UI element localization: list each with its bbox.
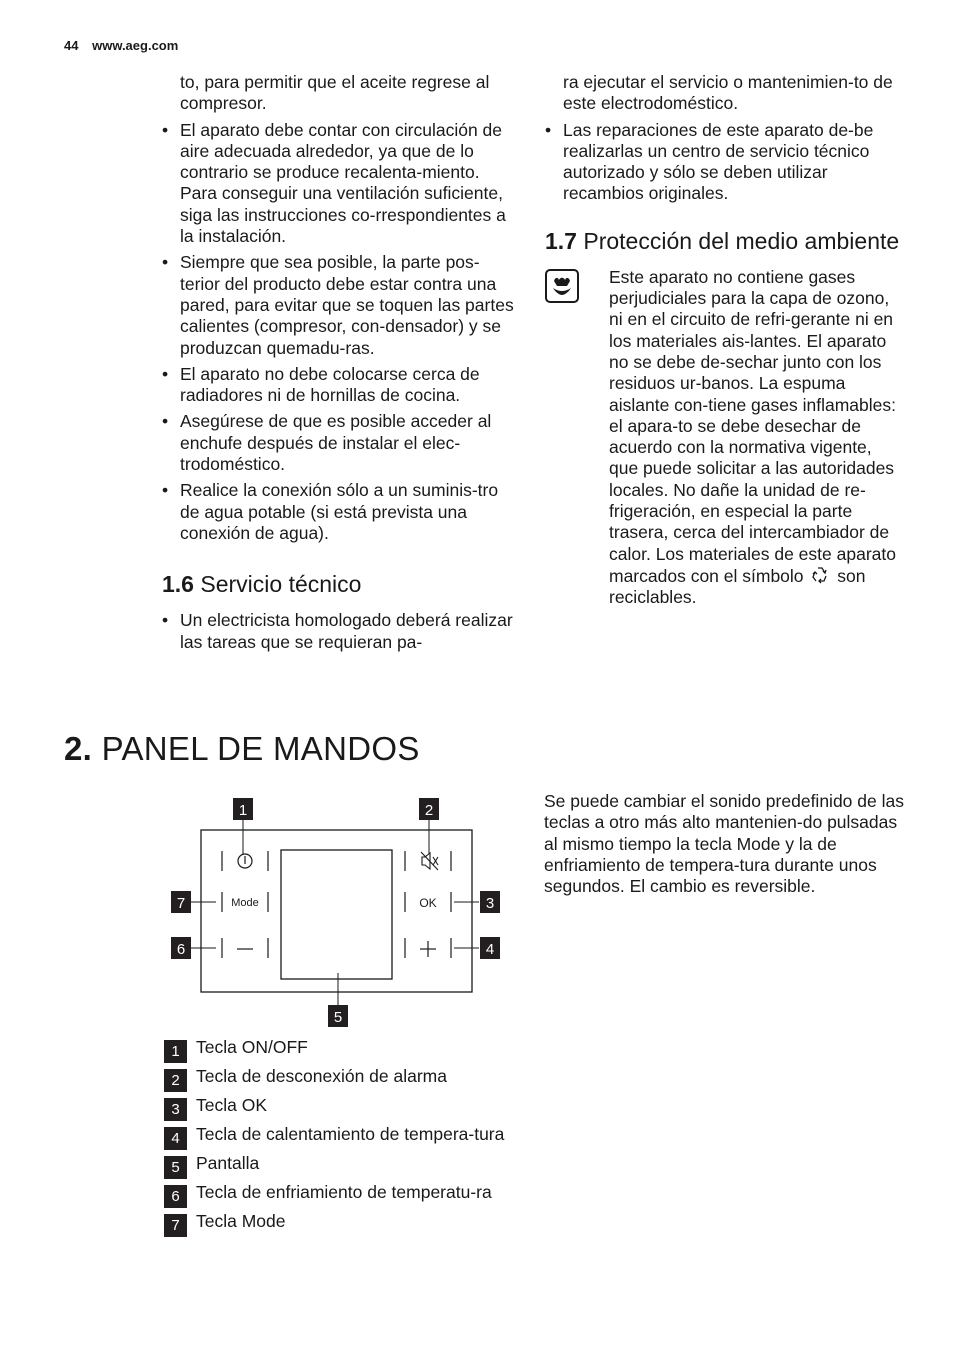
legend-label: Tecla de enfriamiento de temperatu-ra [196, 1182, 492, 1202]
legend-label: Tecla Mode [196, 1211, 286, 1231]
alarm-off-icon [421, 852, 438, 870]
display-outline [281, 850, 392, 979]
right-column [545, 72, 900, 609]
sound-note: Se puede cambiar el sonido predefinido de las teclas a otro más alto mantenien-do pulsadas al mismo tiempo la tecla Mode y la de enfriamiento de tempera-tura durante unos segundos. El cambio es reversible. [544, 791, 904, 897]
legend-item [164, 1095, 524, 1116]
legend-number: 7 [164, 1214, 187, 1237]
list-item: • Siempre que sea posible, la parte pos-terior del producto debe estar contra una pared, para evitar que se toquen las partes calientes (compresor, con-densador) y se produzcan quemadu-ras. [162, 252, 514, 358]
svg-text:5: 5 [333, 1009, 343, 1026]
environment-block [545, 267, 900, 609]
section-title: Servicio técnico [200, 571, 362, 598]
legend-item [164, 1124, 524, 1145]
ok-key-label: OK [419, 896, 437, 910]
legend-item [164, 1153, 524, 1174]
legend-label: Pantalla [196, 1153, 260, 1173]
bullet-list [162, 610, 514, 653]
bullet-list [545, 120, 900, 205]
callout-4 [480, 937, 500, 959]
svg-text:6: 6 [176, 941, 186, 958]
list-item: • Un electricista homologado deberá realizar las tareas que se requieran pa- [162, 610, 514, 653]
website-url: www.aeg.com [92, 38, 179, 53]
list-item: • El aparato debe contar con circulación de aire adecuada alrededor, ya que de lo contrario se produce recalenta-miento. Para conseguir una ventilación suficiente, siga las instrucciones co-rrespondientes a la instalación. [162, 120, 514, 248]
chapter-name: PANEL DE MANDOS [101, 730, 420, 767]
callout-5 [328, 1005, 348, 1027]
continuation-text: to, para permitir que el aceite regrese al compresor. [180, 72, 490, 114]
legend-item [164, 1182, 524, 1203]
callout-1 [233, 798, 253, 820]
callout-7 [171, 891, 191, 913]
chapter-number: 2. [64, 730, 93, 767]
continuation-text: ra ejecutar el servicio o mantenimien-to de este electrodoméstico. [563, 72, 893, 114]
plus-icon [420, 941, 436, 957]
list-item: • El aparato no debe colocarse cerca de radiadores ni de hornillas de cocina. [162, 364, 514, 407]
svg-text:4: 4 [485, 941, 495, 958]
legend-number: 4 [164, 1127, 187, 1150]
section-number: 1.7 [545, 227, 577, 254]
callout-2 [419, 798, 439, 820]
list-item: • Asegúrese de que es posible acceder al enchufe después de instalar el elec-trodoméstico. [162, 411, 514, 475]
mode-key-label: Mode [231, 897, 259, 909]
environment-text-end: son reciclables. [609, 565, 866, 608]
legend-number: 6 [164, 1185, 187, 1208]
environment-text: Este aparato no contiene gases perjudiciales para la capa de ozono, ni en el circuito de refri-gerante ni en los materiales ais-lantes. El aparato no se debe de-sechar junto con los residuos ur-banos. La espuma aislante con-tiene gases inflamables: el apara-to se debe desechar de acuerdo con la normativa vigente, que puede solicitar a las autoridades locales. No dañe la unidad de re-frigeración, en especial la parte trasera, cerca del intercambiador de calor. Los materiales de este aparato marcados con el símbolo [609, 266, 896, 586]
legend-item [164, 1037, 524, 1058]
legend-label: Tecla ON/OFF [196, 1037, 308, 1057]
section-title: Protección del medio ambiente [583, 227, 900, 254]
section-heading-1-7 [545, 227, 900, 255]
legend-number: 2 [164, 1069, 187, 1092]
section-heading-1-6 [162, 570, 514, 598]
legend-label: Tecla de calentamiento de tempera-tura [196, 1124, 505, 1144]
power-icon [238, 854, 252, 868]
list-item: • Las reparaciones de este aparato de-be realizarlas un centro de servicio técnico autorizado y sólo se deben utilizar recambios originales. [545, 120, 900, 205]
environment-text-block [609, 267, 900, 609]
environment-icon [545, 269, 579, 303]
legend-number: 1 [164, 1040, 187, 1063]
svg-text:1: 1 [238, 802, 248, 819]
svg-text:2: 2 [424, 802, 434, 819]
svg-text:3: 3 [485, 895, 495, 912]
legend-number: 5 [164, 1156, 187, 1179]
legend-item [164, 1211, 524, 1232]
bullet-list [162, 120, 514, 545]
svg-text:7: 7 [176, 895, 186, 912]
page-number: 44 [64, 38, 79, 53]
chapter-title [64, 730, 420, 768]
diagram-legend [164, 1037, 524, 1240]
legend-item [164, 1066, 524, 1087]
list-item: • Realice la conexión sólo a un suminis-tro de agua potable (si está prevista una conexión de agua). [162, 480, 514, 544]
control-panel-diagram [160, 790, 530, 1030]
callout-6 [171, 937, 191, 959]
page-header [64, 38, 188, 53]
legend-label: Tecla OK [196, 1095, 267, 1115]
callout-3 [480, 891, 500, 913]
legend-number: 3 [164, 1098, 187, 1121]
recycle-icon [810, 565, 830, 585]
section-number: 1.6 [162, 571, 194, 598]
legend-label: Tecla de desconexión de alarma [196, 1066, 447, 1086]
left-column [162, 72, 514, 658]
